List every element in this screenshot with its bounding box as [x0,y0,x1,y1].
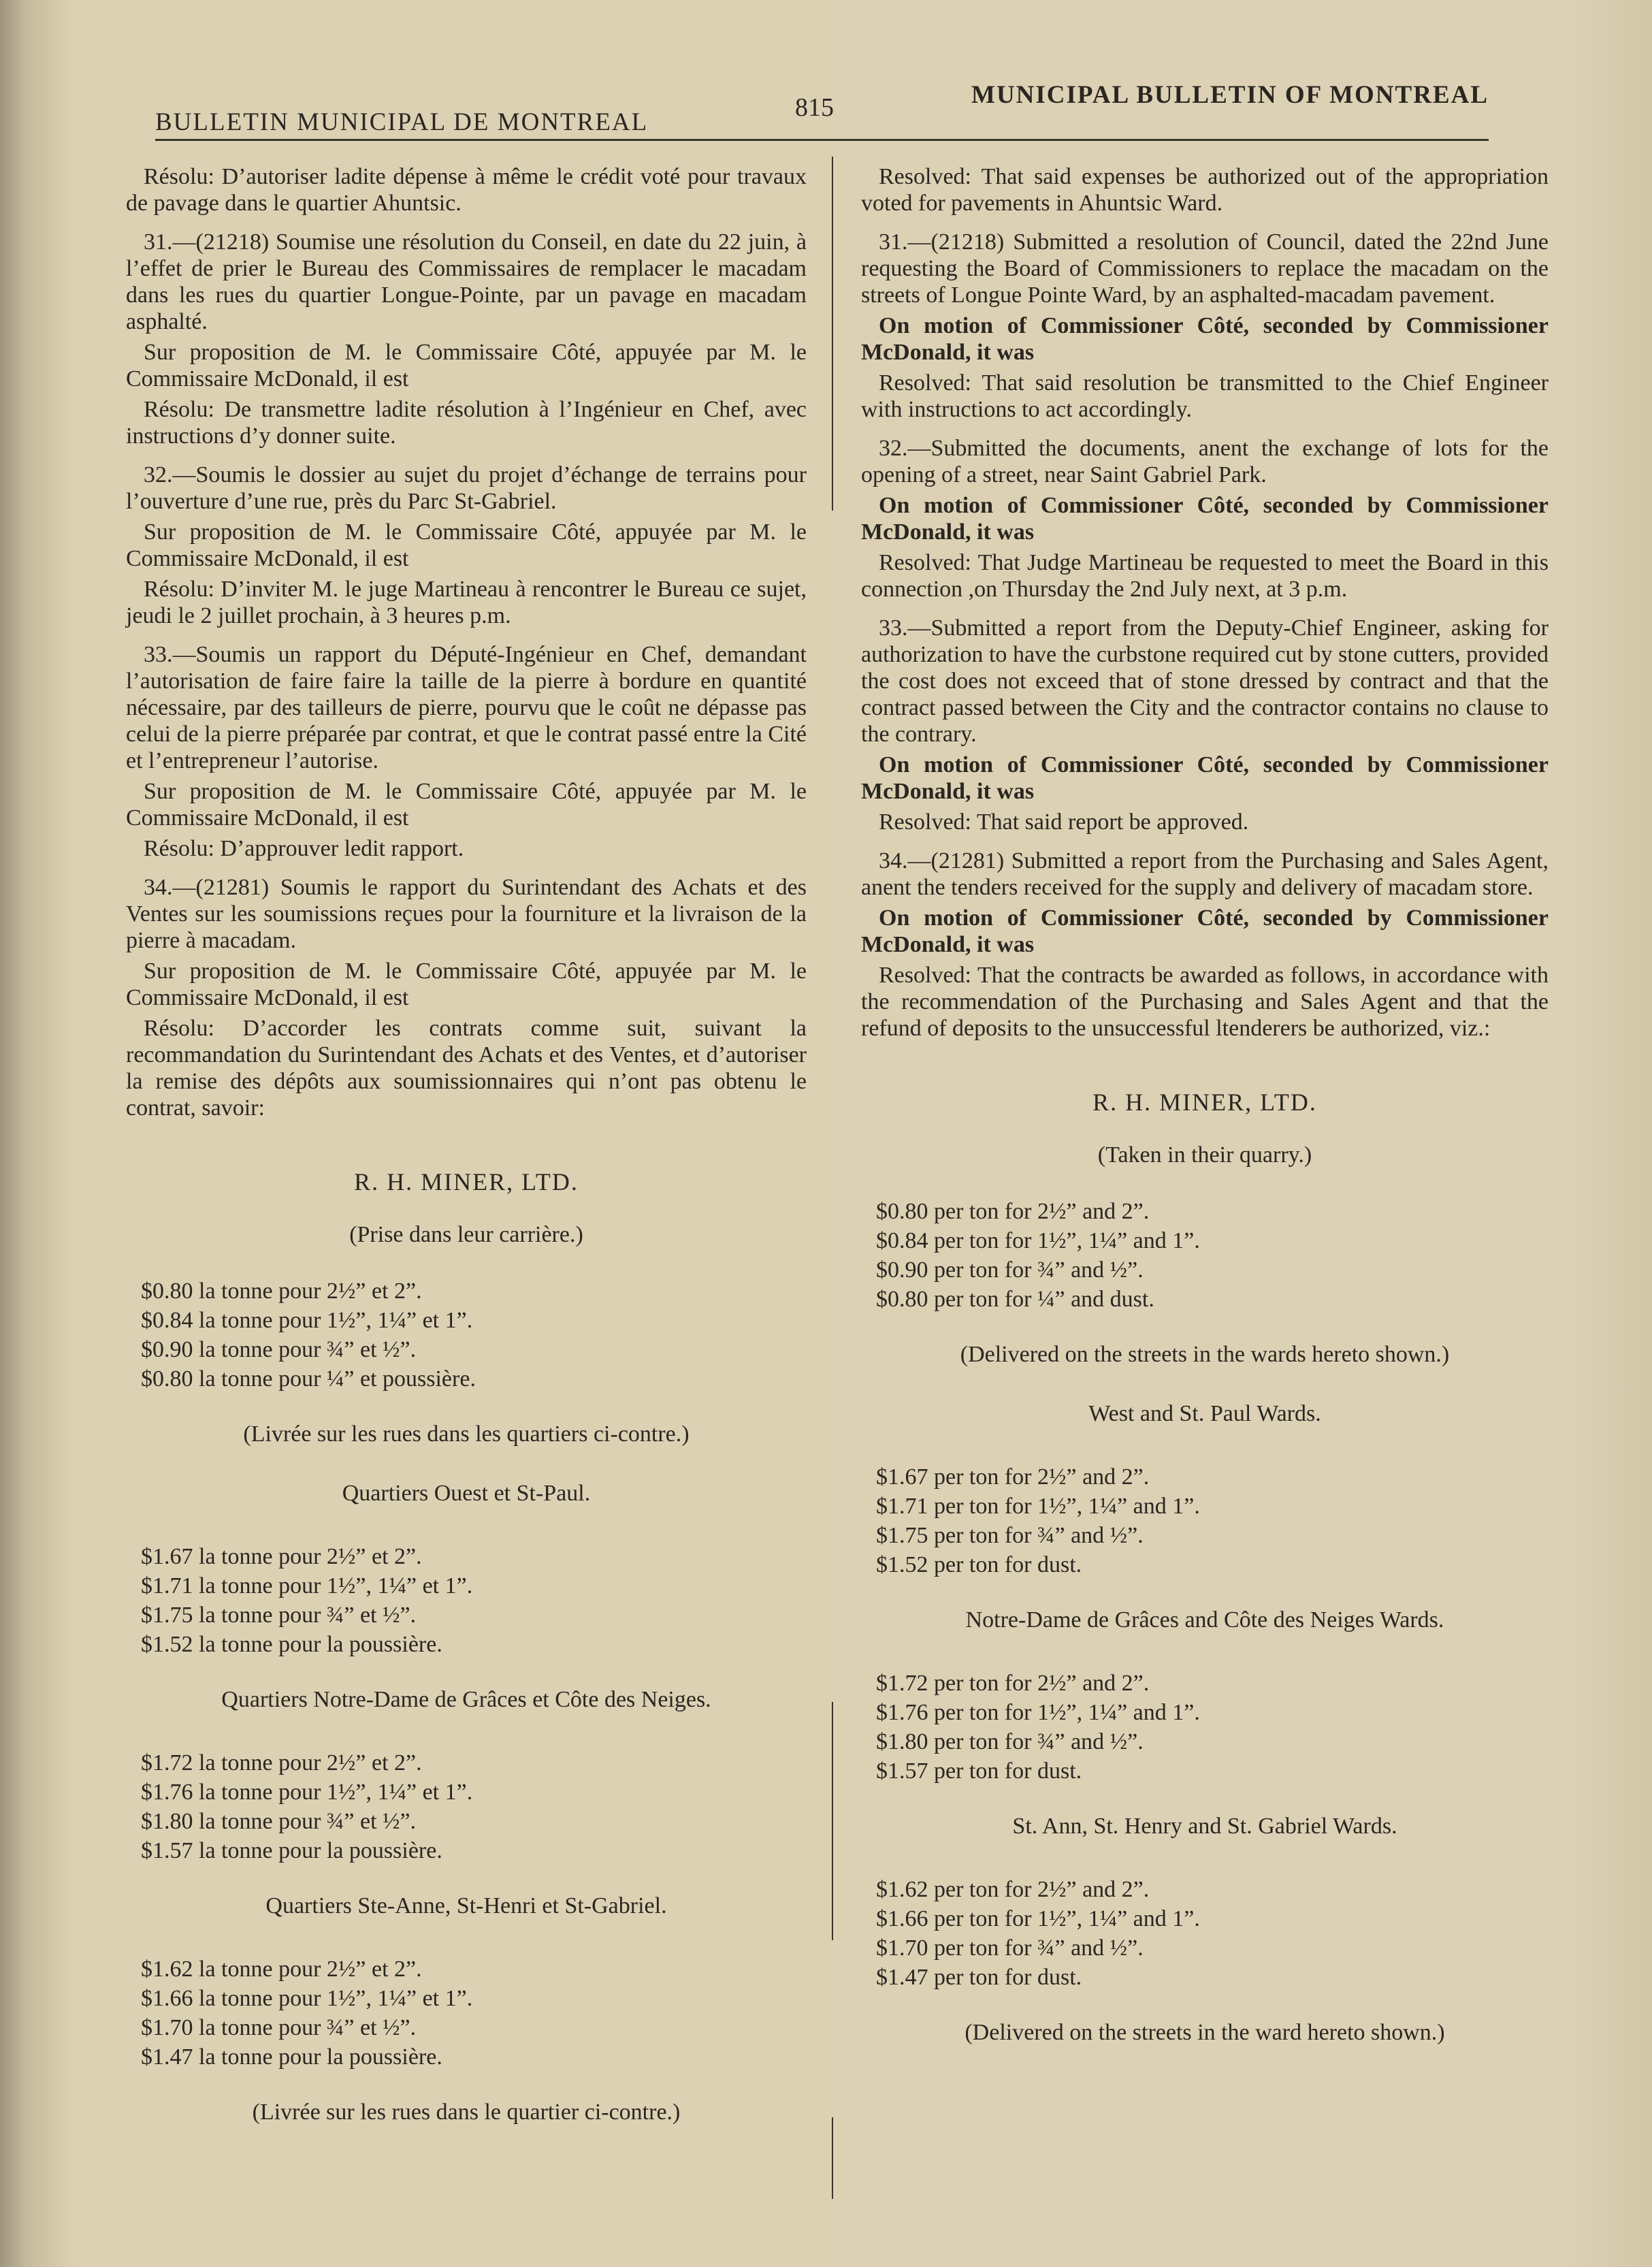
en-ward2-price-list [861,1669,1549,1786]
en-item-31-motion: On motion of Commissioner Côté, seconded by Commissioner McDonald, it was [861,313,1549,365]
en-item-34: 34.—(21281) Submitted a report from the Purchasing and Sales Agent, anent the tenders received for the supply and delivery of macadam store. [861,848,1549,900]
price-line: $0.80 per ton for ¼” and dust. [876,1287,1154,1312]
fr-quarry-note: (Prise dans leur carrière.) [349,1222,583,1247]
en-ward-heading: St. Ann, St. Henry and St. Gabriel Wards. [1012,1814,1397,1839]
french-column [126,163,807,2158]
en-quarry-price-list [861,1197,1549,1314]
en-delivered-note: (Delivered on the streets in the wards hereto shown.) [960,1342,1450,1367]
price-line: $1.66 la tonne pour 1½”, 1¼” et 1”. [141,1986,473,2011]
price-line: $1.57 la tonne pour la poussière. [141,1838,442,1863]
price-line: $1.76 per ton for 1½”, 1¼” and 1”. [876,1700,1200,1725]
en-item-33-motion: On motion of Commissioner Côté, seconded by Commissioner McDonald, it was [861,752,1549,804]
fr-item-34-resolved: Résolu: D’accorder les contrats comme suit, suivant la recommandation du Surintendant des Achats et des Ventes, et d’autoriser la remise des dépôts aux soumissionnaires qui n’ont pas obtenu le contrat, savoir: [126,1016,807,1121]
price-line: $0.80 la tonne pour ¼” et poussière. [141,1366,476,1392]
price-line: $1.47 per ton for dust. [876,1965,1082,1990]
price-line: $0.80 la tonne pour 2½” et 2”. [141,1279,422,1304]
fr-company-name: R. H. MINER, LTD. [354,1168,579,1195]
column-divider [832,157,833,2199]
en-item-32-motion: On motion of Commissioner Côté, seconded by Commissioner McDonald, it was [861,493,1549,545]
en-quarry-note: (Taken in their quarry.) [1097,1142,1312,1168]
price-line: $0.84 la tonne pour 1½”, 1¼” et 1”. [141,1308,473,1333]
fr-quarry-price-list [126,1276,807,1394]
price-line: $1.57 per ton for dust. [876,1758,1082,1784]
price-line: $1.80 la tonne pour ¾” et ½”. [141,1809,417,1834]
fr-item-33: 33.—Soumis un rapport du Député-Ingénieur en Chef, demandant l’autorisation de faire faire la taille de la pierre à bordure en quantité nécessaire, par des tailleurs de pierre, pourvu que le coût ne dépasse pas celui de la pierre préparée par contrat, et que le contrat passé entre la Cité et l’entrepreneur l’autorise. [126,642,807,773]
fr-item-31-resolved: Résolu: De transmettre ladite résolution à l’Ingénieur en Chef, avec instructions d’y donner suite. [126,397,807,449]
fr-item-31-motion: Sur proposition de M. le Commissaire Côté, appuyée par M. le Commissaire McDonald, il est [126,340,807,391]
en-item-32: 32.—Submitted the documents, anent the exchange of lots for the opening of a street, near Saint Gabriel Park. [861,436,1549,487]
price-line: $1.71 per ton for 1½”, 1¼” and 1”. [876,1494,1200,1519]
en-item-31-resolved: Resolved: That said resolution be transmitted to the Chief Engineer with instructions to act accordingly. [861,370,1549,422]
fr-ward-heading: Quartiers Notre-Dame de Grâces et Côte des Neiges. [221,1687,711,1712]
price-line: $1.75 la tonne pour ¾” et ½”. [141,1603,417,1628]
price-line: $1.70 per ton for ¾” and ½”. [876,1935,1144,1961]
en-item-34-motion: On motion of Commissioner Côté, seconded by Commissioner McDonald, it was [861,905,1549,957]
page-header [155,80,1489,141]
fr-ward-heading: Quartiers Ouest et St-Paul. [342,1481,591,1506]
fr-delivered-note-2: (Livrée sur les rues dans le quartier ci-contre.) [252,2100,681,2125]
header-french-title: BULLETIN MUNICIPAL DE MONTREAL [155,108,649,136]
price-line: $1.52 per ton for dust. [876,1552,1082,1577]
fr-item-32-resolved: Résolu: D’inviter M. le juge Martineau à rencontrer le Bureau ce sujet, jeudi le 2 juillet prochain, à 3 heures p.m. [126,577,807,628]
price-line: $1.72 per ton for 2½” and 2”. [876,1671,1150,1696]
en-ward3-price-list [861,1875,1549,1992]
fr-ward2-price-list [126,1748,807,1865]
price-line: $1.47 la tonne pour la poussière. [141,2044,442,2070]
fr-item-33-resolved: Résolu: D’approuver ledit rapport. [144,836,464,861]
en-item-33-resolved: Resolved: That said report be approved. [879,809,1249,835]
fr-item-34-motion: Sur proposition de M. le Commissaire Côté, appuyée par M. le Commissaire McDonald, il est [126,959,807,1010]
fr-paragraph-resolved-ahuntsic: Résolu: D’autoriser ladite dépense à même le crédit voté pour travaux de pavage dans le quartier Ahuntsic. [126,164,807,216]
price-line: $1.80 per ton for ¾” and ½”. [876,1729,1144,1754]
en-ward1-price-list [861,1462,1549,1579]
fr-ward-heading: Quartiers Ste-Anne, St-Henri et St-Gabriel. [265,1893,667,1918]
price-line: $0.90 per ton for ¾” and ½”. [876,1257,1144,1283]
en-company-name: R. H. MINER, LTD. [1092,1089,1317,1116]
price-line: $1.72 la tonne pour 2½” et 2”. [141,1750,422,1775]
fr-delivered-note: (Livrée sur les rues dans les quartiers ci-contre.) [243,1421,690,1447]
en-item-33: 33.—Submitted a report from the Deputy-Chief Engineer, asking for authorization to have the curbstone required cut by stone cutters, provided the cost does not exceed that of stone dressed by contract and that the contract passed between the City and the contractor contains no clause to the contrary. [861,615,1549,747]
price-line: $1.76 la tonne pour 1½”, 1¼” et 1”. [141,1780,473,1805]
price-line: $0.84 per ton for 1½”, 1¼” and 1”. [876,1228,1200,1253]
fr-ward1-price-list [126,1542,807,1659]
en-delivered-note-2: (Delivered on the streets in the ward hereto shown.) [965,2020,1445,2045]
en-ward-heading: West and St. Paul Wards. [1088,1401,1321,1426]
price-line: $1.67 per ton for 2½” and 2”. [876,1464,1150,1490]
fr-item-32-motion: Sur proposition de M. le Commissaire Côté, appuyée par M. le Commissaire McDonald, il est [126,519,807,571]
price-line: $1.62 la tonne pour 2½” et 2”. [141,1957,422,1982]
en-paragraph-resolved-ahuntsic: Resolved: That said expenses be authorized out of the appropriation voted for pavements in Ahuntsic Ward. [861,164,1549,216]
en-item-32-resolved: Resolved: That Judge Martineau be requested to meet the Board in this connection ,on Thursday the 2nd July next, at 3 p.m. [861,550,1549,602]
price-line: $1.67 la tonne pour 2½” et 2”. [141,1544,422,1569]
fr-item-33-motion: Sur proposition de M. le Commissaire Côté, appuyée par M. le Commissaire McDonald, il est [126,779,807,831]
header-english-title: MUNICIPAL BULLETIN OF MONTREAL [971,81,1489,109]
price-line: $0.90 la tonne pour ¾” et ½”. [141,1337,417,1362]
price-line: $1.70 la tonne pour ¾” et ½”. [141,2015,417,2040]
price-line: $1.71 la tonne pour 1½”, 1¼” et 1”. [141,1573,473,1598]
price-line: $0.80 per ton for 2½” and 2”. [876,1199,1150,1224]
fr-item-34: 34.—(21281) Soumis le rapport du Surintendant des Achats et des Ventes sur les soumissions reçues pour la fourniture et la livraison de la pierre à macadam. [126,875,807,953]
price-line: $1.52 la tonne pour la poussière. [141,1632,442,1657]
fr-item-32: 32.—Soumis le dossier au sujet du projet d’échange de terrains pour l’ouverture d’une rue, près du Parc St-Gabriel. [126,462,807,514]
price-line: $1.75 per ton for ¾” and ½”. [876,1523,1144,1548]
price-line: $1.62 per ton for 2½” and 2”. [876,1877,1150,1902]
en-item-34-resolved: Resolved: That the contracts be awarded as follows, in accordance with the recommendation of the Purchasing and Sales Agent and that the refund of deposits to the unsuccessful ltenderers be authorized, viz.: [861,963,1549,1041]
fr-ward3-price-list [126,1955,807,2072]
english-column [861,163,1549,2078]
en-ward-heading: Notre-Dame de Grâces and Côte des Neiges Wards. [965,1607,1444,1633]
fr-item-31: 31.—(21218) Soumise une résolution du Conseil, en date du 22 juin, à l’effet de prier le Bureau des Commissaires de remplacer le macadam dans les rues du quartier Longue-Pointe, par un pavage en macadam asphalté. [126,229,807,334]
price-line: $1.66 per ton for 1½”, 1¼” and 1”. [876,1906,1200,1931]
page-number: 815 [795,93,834,122]
en-item-31: 31.—(21218) Submitted a resolution of Council, dated the 22nd June requesting the Board of Commissioners to replace the macadam on the streets of Longue Pointe Ward, by an asphalted-macadam pavement. [861,229,1549,308]
